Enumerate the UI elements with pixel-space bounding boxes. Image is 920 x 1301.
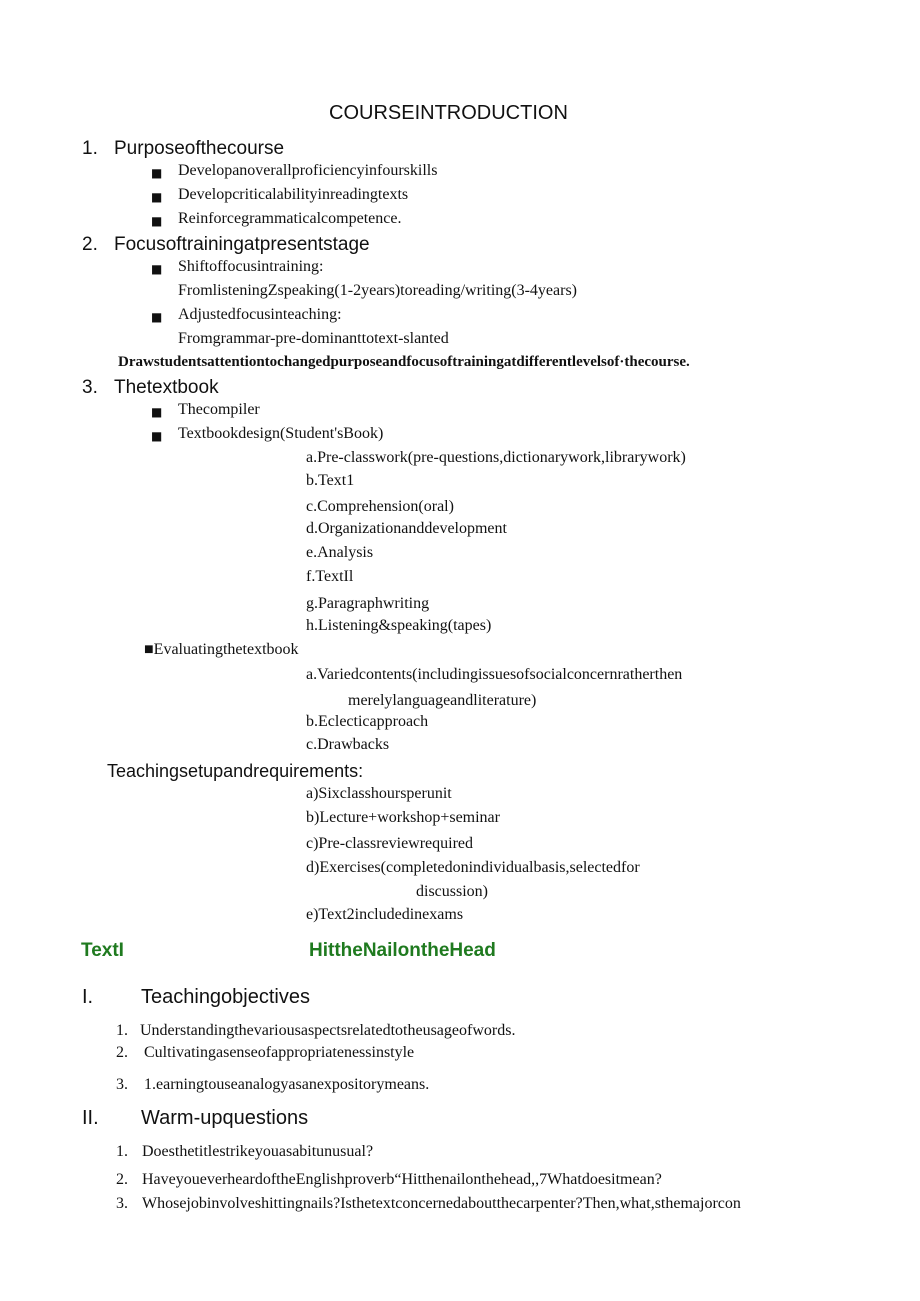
bullet-icon: ■ bbox=[151, 405, 163, 419]
eval-item: b.Eclecticapproach bbox=[306, 713, 429, 730]
question-item: Doesthetitlestrikeyouasabitunusual? bbox=[142, 1143, 374, 1160]
list-item: Reinforcegrammaticalcompetence. bbox=[178, 210, 402, 227]
design-item: d.Organizationanddevelopment bbox=[306, 520, 507, 537]
eval-item-continued: merelylanguageandliterature) bbox=[348, 692, 537, 709]
design-item: e.Analysis bbox=[306, 544, 374, 561]
design-item: a.Pre-classwork(pre-questions,dictionarywork,librarywork) bbox=[306, 449, 686, 466]
objective-item: Cultivatingasenseofappropriatenessinstyle bbox=[144, 1044, 415, 1061]
bullet-icon: ■ bbox=[151, 214, 163, 228]
list-item-detail: FromlisteningZspeaking(1-2years)toreading/writing(3-4years) bbox=[178, 282, 577, 299]
item-number: 3. bbox=[116, 1076, 128, 1093]
design-item: g.Paragraphwriting bbox=[306, 595, 430, 612]
part-1-heading: Teachingobjectives bbox=[141, 986, 310, 1008]
question-item: HaveyoueverheardoftheEnglishproverb“Hitthenailonthehead,,7Whatdoesitmean? bbox=[142, 1171, 662, 1188]
list-item: Adjustedfocusinteaching: bbox=[178, 306, 342, 323]
part-2-numeral: II. bbox=[82, 1107, 99, 1129]
list-item: Thecompiler bbox=[178, 401, 260, 418]
bullet-icon: ■ bbox=[151, 429, 163, 443]
design-item: f.TextIl bbox=[306, 568, 354, 585]
evaluating-heading: ■Evaluatingthetextbook bbox=[144, 641, 299, 658]
part-1-numeral: I. bbox=[82, 986, 94, 1008]
section-2-heading: Focusoftrainingatpresentstage bbox=[114, 234, 370, 255]
setup-item: c)Pre-classreviewrequired bbox=[306, 835, 474, 852]
part-2-heading: Warm-upquestions bbox=[141, 1107, 309, 1129]
bullet-icon: ■ bbox=[151, 310, 163, 324]
list-item: Developanoverallproficiencyinfourskills bbox=[178, 162, 438, 179]
section-1-number: 1. bbox=[82, 138, 98, 159]
list-item-detail: Fromgrammar-pre-dominanttotext-slanted bbox=[178, 330, 449, 347]
eval-item: c.Drawbacks bbox=[306, 736, 390, 753]
item-number: 2. bbox=[116, 1171, 128, 1188]
design-item: b.Text1 bbox=[306, 472, 355, 489]
question-item: Whosejobinvolveshittingnails?Isthetextconcernedaboutthecarpenter?Then,what,sthemajorcon bbox=[142, 1195, 741, 1212]
list-item: Textbookdesign(Student'sBook) bbox=[178, 425, 384, 442]
section-3-number: 3. bbox=[82, 377, 98, 398]
setup-item-continued: discussion) bbox=[416, 883, 488, 900]
item-number: 2. bbox=[116, 1044, 128, 1061]
section-2-number: 2. bbox=[82, 234, 98, 255]
section-3-heading: Thetextbook bbox=[114, 377, 219, 398]
text-label: TextI bbox=[81, 940, 124, 961]
list-item: Developcriticalabilityinreadingtexts bbox=[178, 186, 409, 203]
bullet-icon: ■ bbox=[151, 262, 163, 276]
item-number: 1. bbox=[116, 1143, 128, 1160]
design-item: h.Listening&speaking(tapes) bbox=[306, 617, 492, 634]
objective-item: Understandingthevariousaspectsrelatedtotheusageofwords. bbox=[140, 1022, 516, 1039]
item-number: 1. bbox=[116, 1022, 128, 1039]
eval-item: a.Variedcontents(includingissuesofsocialconcernratherthen bbox=[306, 666, 683, 683]
setup-item: d)Exercises(completedonindividualbasis,selectedfor bbox=[306, 859, 640, 876]
setup-heading: Teachingsetupandrequirements: bbox=[107, 761, 364, 781]
page-title: COURSEINTRODUCTION bbox=[329, 102, 568, 124]
text-title: HittheNailontheHead bbox=[309, 940, 496, 961]
setup-item: a)Sixclasshoursperunit bbox=[306, 785, 452, 802]
setup-item: b)Lecture+workshop+seminar bbox=[306, 809, 500, 826]
bullet-icon: ■ bbox=[151, 190, 163, 204]
objective-item: 1.earningtouseanalogyasanexpositorymeans. bbox=[144, 1076, 430, 1093]
item-number: 3. bbox=[116, 1195, 128, 1212]
section-note: Drawstudentsattentiontochangedpurposeandfocusoftrainingatdifferentlevelsof·thecourse. bbox=[118, 354, 690, 370]
design-item: c.Comprehension(oral) bbox=[306, 498, 454, 515]
setup-item: e)Text2includedinexams bbox=[306, 906, 464, 923]
list-item: Shiftoffocusintraining: bbox=[178, 258, 324, 275]
section-1-heading: Purposeofthecourse bbox=[114, 138, 285, 159]
bullet-icon: ■ bbox=[151, 166, 163, 180]
